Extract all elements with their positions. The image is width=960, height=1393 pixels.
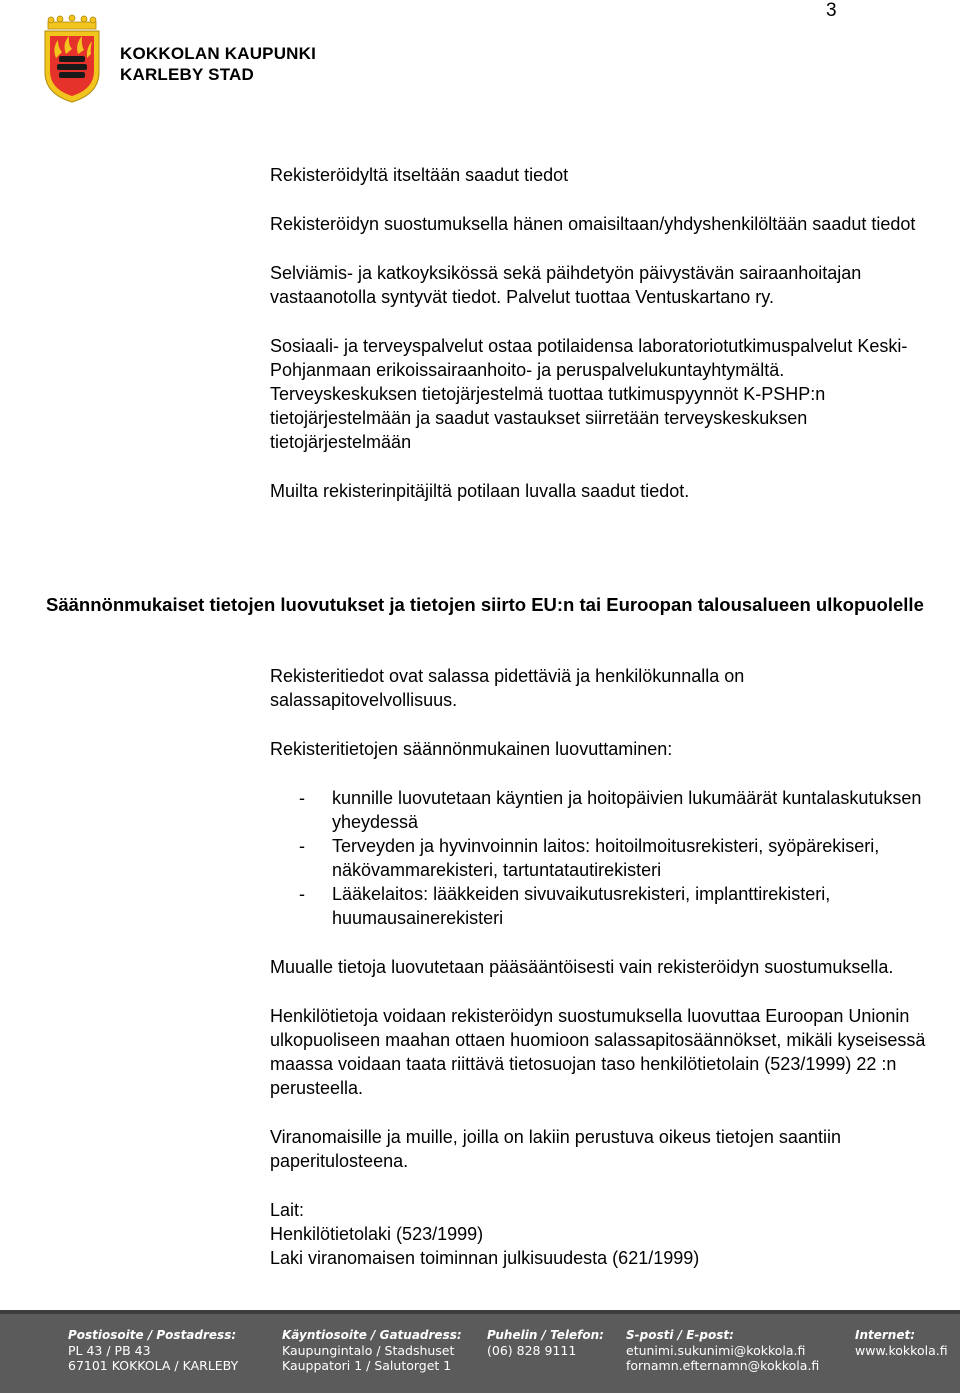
footer-label: Puhelin / Telefon: bbox=[487, 1328, 604, 1342]
paragraph: Selviämis- ja katkoyksikössä sekä päihdetyön päivystävän sairaanhoitajan vastaanotolla syntyvät tiedot. Palvelut tuottaa Ventuskartano ry. bbox=[270, 263, 862, 307]
tar-barrel-icon bbox=[57, 56, 87, 78]
footer-label: Internet: bbox=[855, 1328, 916, 1342]
paragraph: Rekisteritietojen säännönmukainen luovuttaminen: bbox=[270, 739, 673, 759]
contact-footer bbox=[0, 1310, 960, 1393]
email-link[interactable]: etunimi.sukunimi@kokkola.fi bbox=[626, 1343, 806, 1358]
list-item bbox=[270, 786, 930, 834]
paragraph: Rekisteritiedot ovat salassa pidettäviä ja henkilökunnalla on salassapitovelvollisuus. bbox=[270, 666, 745, 710]
list-item bbox=[270, 834, 930, 882]
list-item-text: Terveyden ja hyvinvoinnin laitos: hoitoilmoitusrekisteri, syöpärekiseri, näkövammarekisteri, tartuntatautirekisteri bbox=[332, 836, 880, 880]
paragraph: Rekisteröidyltä itseltään saadut tiedot bbox=[270, 165, 569, 185]
paragraph: Muilta rekisterinpitäjiltä potilaan luvalla saadut tiedot. bbox=[270, 481, 690, 501]
paragraph: Rekisteröidyn suostumuksella hänen omaisiltaan/yhdyshenkilöltään saadut tiedot bbox=[270, 214, 916, 234]
law-item: Laki viranomaisen toiminnan julkisuudesta (621/1999) bbox=[270, 1248, 700, 1268]
disclosure-list bbox=[270, 786, 930, 930]
footer-phone: Puhelin / Telefon: (06) 828 9111 bbox=[487, 1328, 604, 1358]
org-name-finnish: KOKKOLAN KAUPUNKI bbox=[120, 44, 317, 63]
paragraph: Sosiaali- ja terveyspalvelut ostaa potilaidensa laboratoriotutkimuspalvelut Keski-Pohjanmaan erikoissairaanhoito- ja peruspalvelukuntayhtymältä. Terveyskeskuksen tietojärjestelmä tuottaa tutkimuspyynnöt K-PSHP:n tietojärjestelmään ja saadut vastaukset siirretään terveyskeskuksen tietojärjestelmään bbox=[270, 336, 908, 452]
footer-stripe bbox=[0, 1310, 960, 1314]
page-number: 3 bbox=[826, 0, 837, 21]
crown-icon bbox=[48, 15, 96, 29]
footer-email bbox=[626, 1328, 819, 1373]
disclosure-section bbox=[270, 664, 930, 1270]
org-name-swedish: KARLEBY STAD bbox=[120, 65, 255, 84]
footer-label: Käyntiosoite / Gatuadress: bbox=[282, 1328, 462, 1342]
city-crest-logo bbox=[42, 14, 102, 104]
list-item-text: Lääkelaitos: lääkkeiden sivuvaikutusrekisteri, implanttirekisteri, huumausainerekisteri bbox=[332, 884, 831, 928]
laws-title: Lait: bbox=[270, 1200, 305, 1220]
list-dash: - bbox=[299, 788, 305, 808]
footer-postal: Postiosoite / Postadress: PL 43 / PB 43 67101 KOKKOLA / KARLEBY bbox=[68, 1328, 239, 1373]
data-sources-section bbox=[270, 163, 930, 503]
list-item-text: kunnille luovutetaan käyntien ja hoitopäivien lukumäärät kuntalaskutuksen yheydessä bbox=[332, 788, 922, 832]
footer-label: Postiosoite / Postadress: bbox=[68, 1328, 237, 1342]
list-dash: - bbox=[299, 836, 305, 856]
list-item bbox=[270, 882, 930, 930]
section-heading: Säännönmukaiset tietojen luovutukset ja tietojen siirto EU:n tai Euroopan talousalueen ulkopuolelle bbox=[46, 594, 924, 615]
email-link[interactable]: fornamn.efternamn@kokkola.fi bbox=[626, 1358, 820, 1373]
organization-name bbox=[120, 43, 316, 85]
website-link[interactable]: www.kokkola.fi bbox=[855, 1343, 948, 1358]
law-item: Henkilötietolaki (523/1999) bbox=[270, 1224, 484, 1244]
paragraph: Viranomaisille ja muille, joilla on lakiin perustuva oikeus tietojen saantiin paperitulosteena. bbox=[270, 1127, 841, 1171]
footer-internet bbox=[855, 1328, 948, 1358]
paragraph: Muualle tietoja luovutetaan pääsääntöisesti vain rekisteröidyn suostumuksella. bbox=[270, 957, 894, 977]
paragraph: Henkilötietoja voidaan rekisteröidyn suostumuksella luovuttaa Euroopan Unionin ulkopuoliseen maahan ottaen huomioon salassapitosäännökset, mikäli kyseisessä maassa voidaan taata riittävä tietosuojan taso henkilötietolain (523/1999) 22 :n perusteella. bbox=[270, 1006, 926, 1098]
footer-label: S-posti / E-post: bbox=[626, 1328, 734, 1342]
list-dash: - bbox=[299, 884, 305, 904]
footer-visiting: Käyntiosoite / Gatuadress: Kaupungintalo / Stadshuset Kauppatori 1 / Salutorget 1 bbox=[282, 1328, 462, 1373]
